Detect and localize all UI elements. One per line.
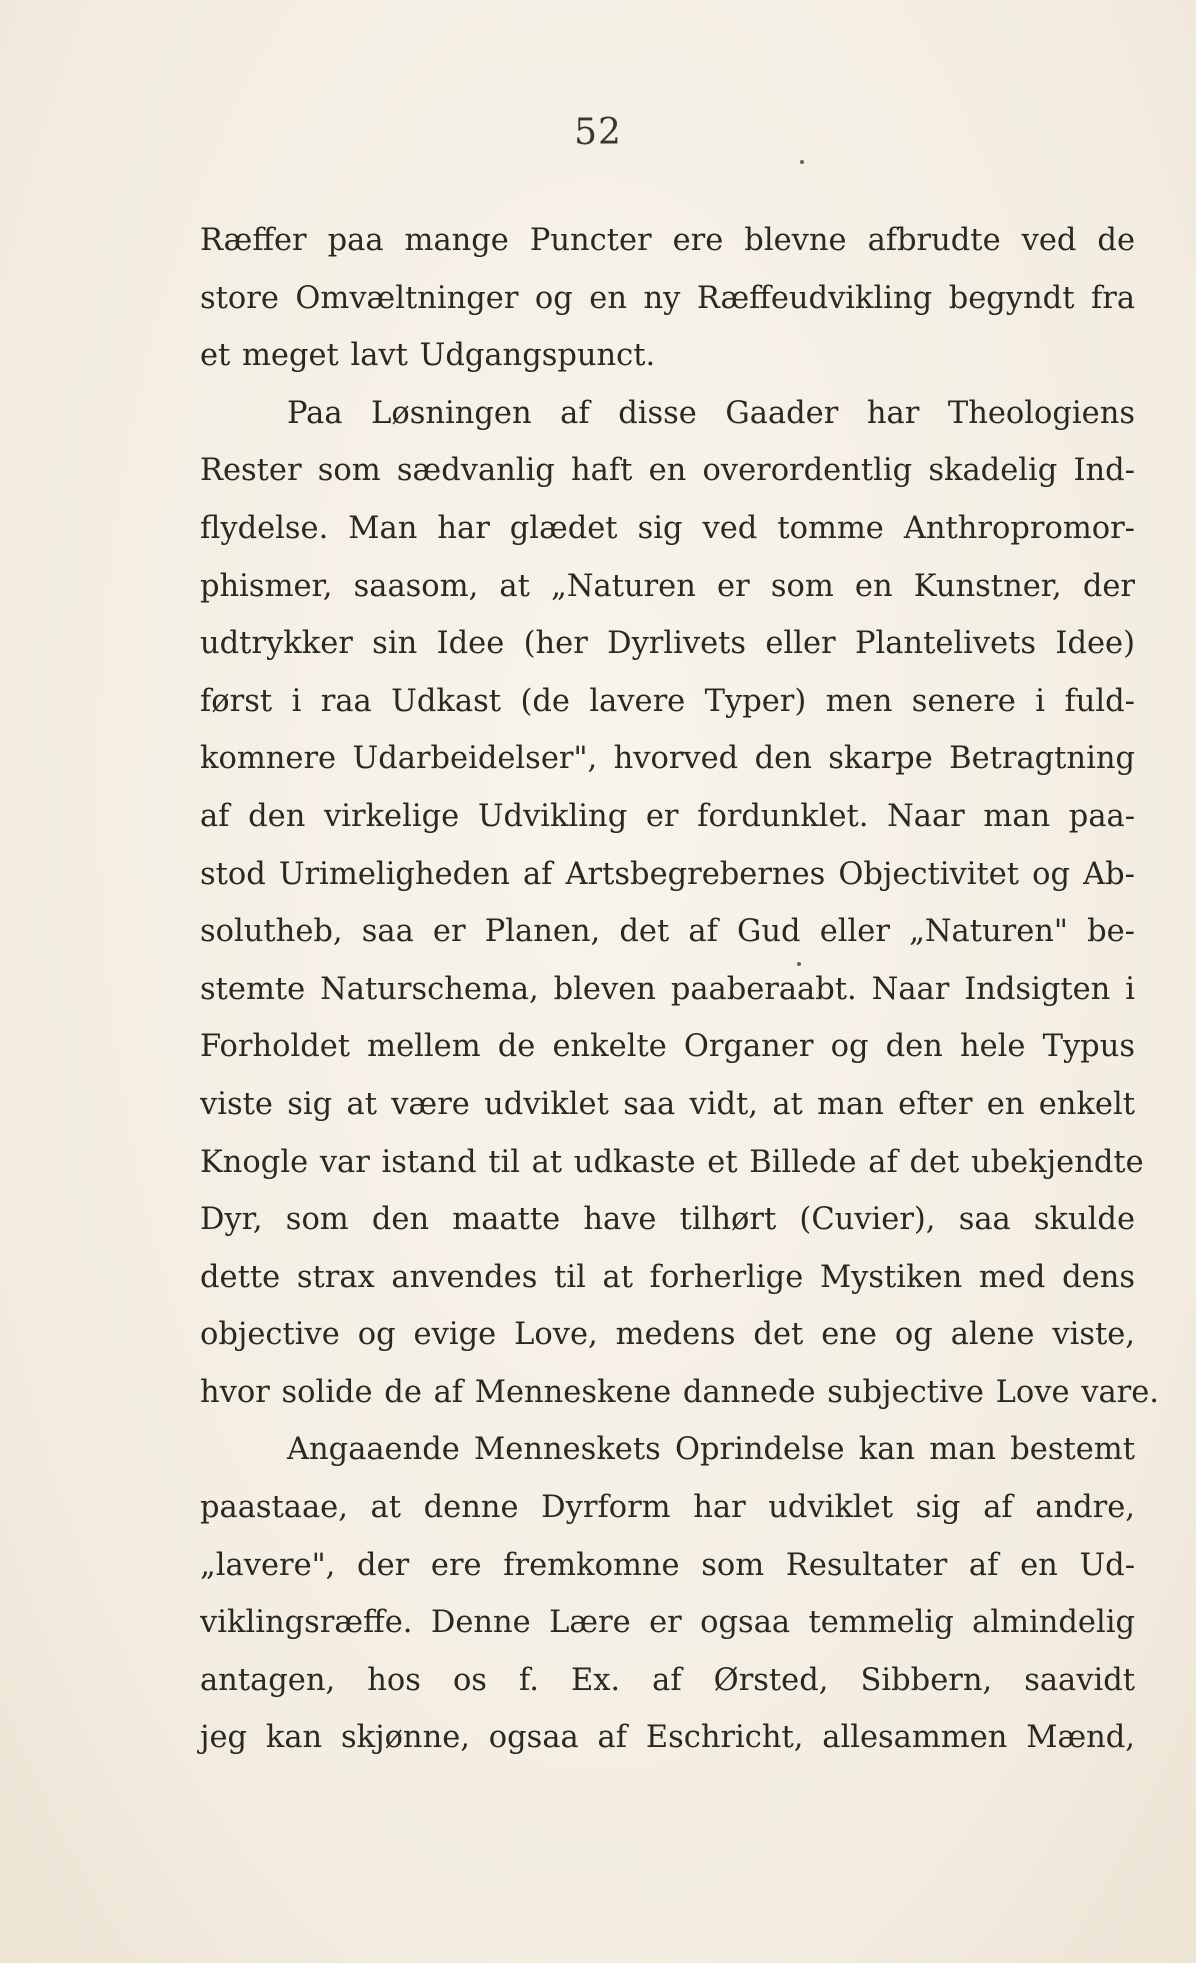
text-line: paastaae, at denne Dyrform har udviklet sig af andre,	[200, 1490, 1135, 1526]
text-line: Paa Løsningen af disse Gaader har Theologiens	[287, 395, 1135, 431]
text-line: Rester som sædvanlig haft en overordentlig skadelig Ind-	[200, 453, 1135, 489]
text-line: et meget lavt Udgangspunct.	[200, 338, 656, 374]
text-line: udtrykker sin Idee (her Dyrlivets eller Plantelivets Idee)	[200, 626, 1135, 662]
text-line: jeg kan skjønne, ogsaa af Eschricht, allesammen Mænd,	[200, 1720, 1135, 1756]
paper-speck	[797, 962, 801, 966]
text-line: stod Urimeligheden af Artsbegrebernes Objectivitet og Ab-	[200, 856, 1135, 892]
text-line: hvor solide de af Menneskene dannede subjective Love vare.	[200, 1374, 1159, 1410]
text-line: viklingsræffe. Denne Lære er ogsaa temmelig almindelig	[200, 1605, 1135, 1641]
body-text	[200, 212, 1159, 1767]
text-line: Knogle var istand til at udkaste et Billede af det ubekjendte	[200, 1144, 1144, 1180]
text-line: komnere Udarbeidelser", hvorved den skarpe Betragtning	[200, 741, 1135, 777]
page-number: 52	[574, 112, 622, 153]
text-line: stemte Naturschema, bleven paaberaabt. Naar Indsigten i	[200, 971, 1135, 1007]
text-line: først i raa Udkast (de lavere Typer) men senere i fuld-	[200, 683, 1135, 719]
text-line: viste sig at være udviklet saa vidt, at man efter en enkelt	[200, 1086, 1135, 1122]
text-line: flydelse. Man har glædet sig ved tomme Anthropromor-	[200, 510, 1135, 546]
text-line: „lavere", der ere fremkomne som Resultater af en Ud-	[200, 1547, 1135, 1583]
text-line: phismer, saasom, at „Naturen er som en Kunstner, der	[200, 568, 1135, 604]
text-line: dette strax anvendes til at forherlige Mystiken med dens	[200, 1259, 1135, 1295]
text-line: store Omvæltninger og en ny Ræffeudvikling begyndt fra	[200, 280, 1135, 316]
text-line: objective og evige Love, medens det ene og alene viste,	[200, 1317, 1135, 1353]
text-line: af den virkelige Udvikling er fordunklet. Naar man paa-	[200, 798, 1135, 834]
text-line: Forholdet mellem de enkelte Organer og den hele Typus	[200, 1029, 1135, 1065]
text-line: Ræffer paa mange Puncter ere blevne afbrudte ved de	[200, 223, 1135, 258]
text-line: antagen, hos os f. Ex. af Ørsted, Sibbern, saavidt	[200, 1662, 1135, 1698]
paper-speck	[800, 160, 804, 164]
text-line: solutheb, saa er Planen, det af Gud eller „Naturen" be-	[200, 914, 1135, 950]
text-line: Angaaende Menneskets Oprindelse kan man bestemt	[287, 1432, 1135, 1468]
text-line: Dyr, som den maatte have tilhørt (Cuvier), saa skulde	[200, 1202, 1135, 1238]
